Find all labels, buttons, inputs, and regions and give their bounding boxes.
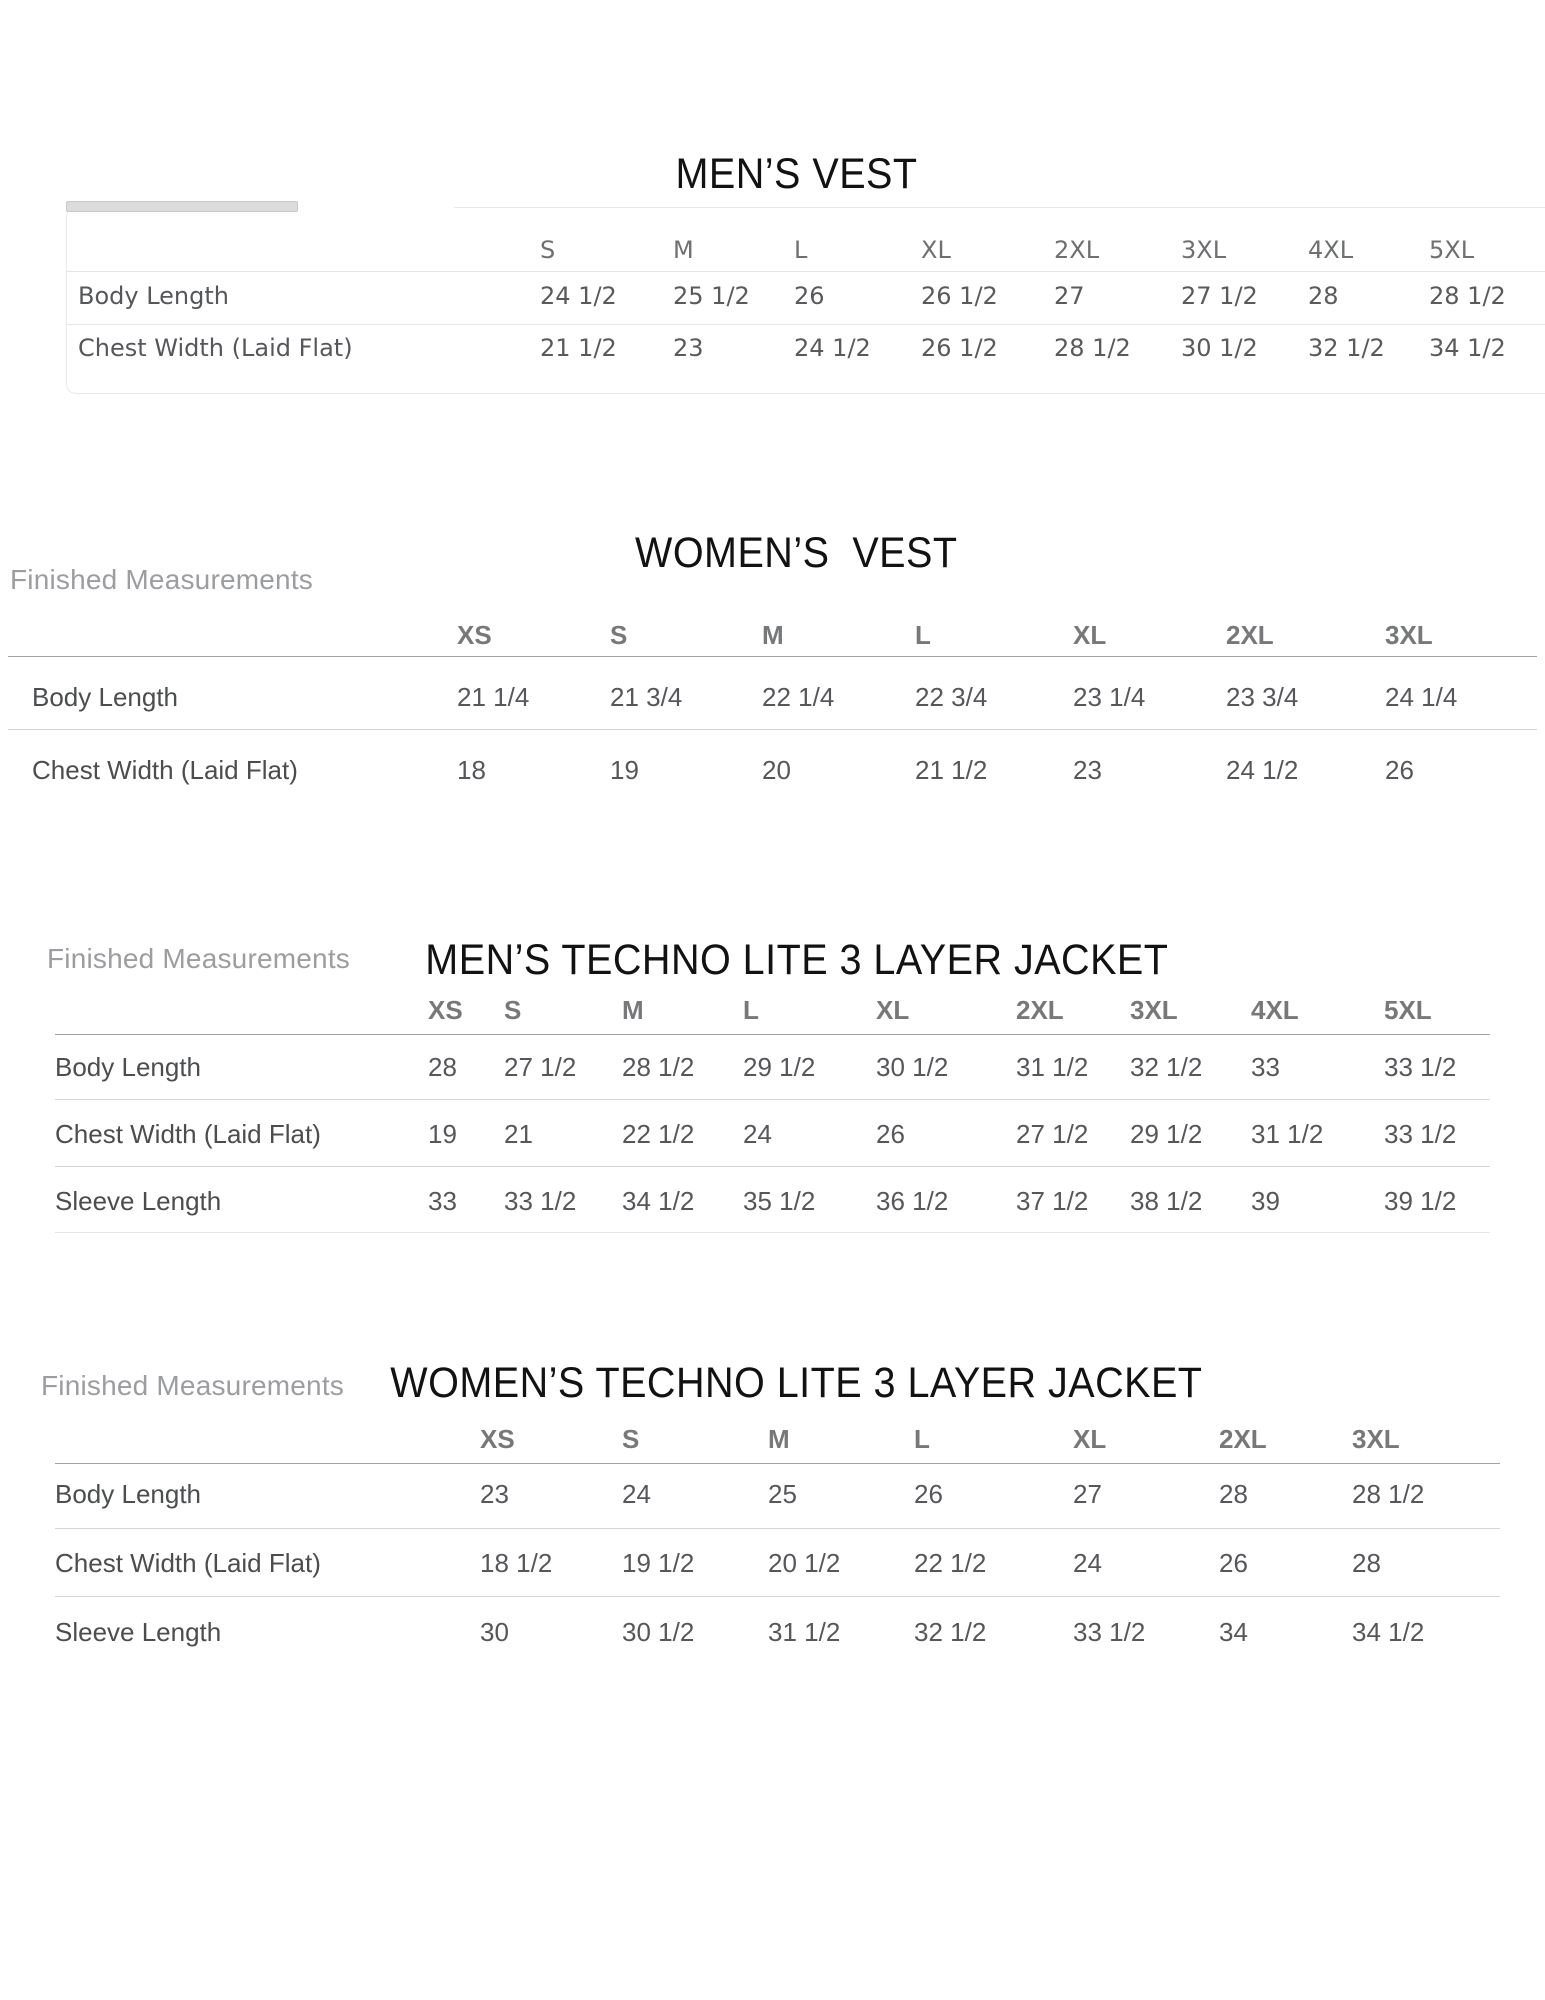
size-header: S <box>540 236 556 264</box>
measurement-value-cell: 20 <box>762 755 791 785</box>
measurement-value-cell: 24 1/2 <box>540 282 617 310</box>
measurement-value-cell: 26 <box>1385 755 1414 785</box>
measurement-value-cell: 26 <box>794 282 825 310</box>
measurement-value-cell: 22 1/2 <box>914 1548 987 1578</box>
measurement-value-cell: 25 1/2 <box>673 282 750 310</box>
measurement-value-cell: 19 1/2 <box>622 1548 695 1578</box>
measurement-row-label: Chest Width (Laid Flat) <box>78 334 353 362</box>
measurement-value-cell: 31 1/2 <box>1251 1119 1324 1149</box>
corner-cell <box>55 993 428 1027</box>
size-header: 3XL <box>1130 995 1178 1025</box>
size-header: L <box>794 236 808 264</box>
measurement-value-cell: 28 <box>1308 282 1339 310</box>
finished-measurements-label: Finished Measurements <box>47 943 350 974</box>
row-divider-line <box>55 1166 1490 1167</box>
measurement-row <box>55 1546 1500 1580</box>
mens-techno-title: MEN’S TECHNO LITE 3 LAYER JACKET <box>424 936 1168 984</box>
size-header: XS <box>457 620 492 650</box>
measurement-value-cell: 28 1/2 <box>1054 334 1131 362</box>
measurement-value-cell: 22 1/2 <box>622 1119 695 1149</box>
measurement-value-cell: 21 1/4 <box>457 682 530 712</box>
size-header: XL <box>1073 1424 1107 1454</box>
mens-vest-title: MEN’S VEST <box>675 150 918 198</box>
measurement-value-cell: 19 <box>610 755 639 785</box>
measurement-value-cell: 36 1/2 <box>876 1186 949 1216</box>
measurement-value-cell: 37 1/2 <box>1016 1186 1089 1216</box>
measurement-row <box>55 1477 1500 1511</box>
finished-measurements-label: Finished Measurements <box>10 564 313 595</box>
size-header: 3XL <box>1181 236 1227 264</box>
womens-techno-header-row <box>55 1422 1500 1456</box>
mens-vest-header-row <box>78 233 1545 267</box>
measurement-value-cell: 21 3/4 <box>610 682 683 712</box>
measurement-value-cell: 28 <box>1219 1479 1248 1509</box>
measurement-value-cell: 34 1/2 <box>622 1186 695 1216</box>
measurement-value-cell: 19 <box>428 1119 457 1149</box>
measurement-value-cell: 26 <box>1219 1548 1248 1578</box>
corner-cell <box>55 1422 480 1456</box>
measurement-value-cell: 32 1/2 <box>914 1617 987 1647</box>
measurement-row <box>78 279 1545 313</box>
measurement-value-cell: 23 <box>480 1479 509 1509</box>
size-header: S <box>610 620 628 650</box>
measurement-value-cell: 33 1/2 <box>1384 1052 1457 1082</box>
measurement-value-cell: 24 1/2 <box>794 334 871 362</box>
measurement-value-cell: 33 1/2 <box>1073 1617 1146 1647</box>
size-header: 4XL <box>1251 995 1299 1025</box>
size-header: XL <box>921 236 951 264</box>
measurement-row-label: Body Length <box>78 282 229 310</box>
size-header: L <box>914 1424 930 1454</box>
measurement-row-label: Sleeve Length <box>55 1186 222 1216</box>
header-underline <box>55 1463 1500 1464</box>
measurement-value-cell: 23 3/4 <box>1226 682 1299 712</box>
mens-vest-card-top-border <box>454 207 1545 208</box>
row-divider-line <box>55 1596 1500 1597</box>
measurement-value-cell: 24 <box>622 1479 651 1509</box>
measurement-value-cell: 24 <box>743 1119 772 1149</box>
measurement-value-cell: 27 <box>1054 282 1085 310</box>
size-header: M <box>762 620 784 650</box>
measurement-value-cell: 25 <box>768 1479 797 1509</box>
measurement-row-label: Body Length <box>55 1479 202 1509</box>
measurement-value-cell: 28 1/2 <box>622 1052 695 1082</box>
measurement-value-cell: 39 <box>1251 1186 1280 1216</box>
size-header: M <box>673 236 694 264</box>
measurement-value-cell: 26 <box>876 1119 905 1149</box>
measurement-row-label: Chest Width (Laid Flat) <box>55 1548 321 1578</box>
measurement-value-cell: 35 1/2 <box>743 1186 816 1216</box>
measurement-value-cell: 26 1/2 <box>921 334 998 362</box>
measurement-value-cell: 31 1/2 <box>768 1617 841 1647</box>
measurement-value-cell: 39 1/2 <box>1384 1186 1457 1216</box>
measurement-row <box>32 680 1535 714</box>
measurement-value-cell: 38 1/2 <box>1130 1186 1203 1216</box>
size-header: L <box>915 620 931 650</box>
size-header: 2XL <box>1226 620 1274 650</box>
measurement-row <box>78 331 1545 365</box>
measurement-value-cell: 27 1/2 <box>1016 1119 1089 1149</box>
measurement-value-cell: 18 1/2 <box>480 1548 553 1578</box>
measurement-value-cell: 26 1/2 <box>921 282 998 310</box>
measurement-value-cell: 22 3/4 <box>915 682 988 712</box>
measurement-value-cell: 32 1/2 <box>1308 334 1385 362</box>
womens-vest-header-row <box>32 618 1535 652</box>
measurement-value-cell: 20 1/2 <box>768 1548 841 1578</box>
corner-cell <box>78 233 540 267</box>
row-divider-line <box>55 1099 1490 1100</box>
row-divider-line <box>8 729 1537 730</box>
measurement-value-cell: 27 1/2 <box>1181 282 1258 310</box>
size-header: 5XL <box>1384 995 1432 1025</box>
measurement-value-cell: 23 <box>673 334 704 362</box>
measurement-value-cell: 22 1/4 <box>762 682 835 712</box>
measurement-row <box>55 1117 1490 1151</box>
measurement-value-cell: 34 1/2 <box>1429 334 1506 362</box>
measurement-value-cell: 28 <box>1352 1548 1381 1578</box>
size-header: XL <box>876 995 910 1025</box>
measurement-value-cell: 28 1/2 <box>1352 1479 1425 1509</box>
measurement-value-cell: 27 1/2 <box>504 1052 577 1082</box>
measurement-row <box>55 1184 1490 1218</box>
header-underline <box>55 1034 1490 1035</box>
size-header: 2XL <box>1016 995 1064 1025</box>
row-divider-line <box>55 1528 1500 1529</box>
measurement-row-label: Body Length <box>32 682 179 712</box>
row-divider-line <box>67 324 1545 325</box>
measurement-value-cell: 33 <box>428 1186 457 1216</box>
measurement-value-cell: 29 1/2 <box>1130 1119 1203 1149</box>
measurement-value-cell: 30 <box>480 1617 509 1647</box>
measurement-value-cell: 26 <box>914 1479 943 1509</box>
womens-vest-title: WOMEN’S VEST <box>635 529 958 577</box>
size-header: XL <box>1073 620 1107 650</box>
measurement-value-cell: 24 1/4 <box>1385 682 1458 712</box>
womens-techno-title: WOMEN’S TECHNO LITE 3 LAYER JACKET <box>390 1359 1203 1407</box>
row-divider-line <box>55 1232 1490 1233</box>
size-header: 5XL <box>1429 236 1475 264</box>
corner-cell <box>32 618 457 652</box>
measurement-value-cell: 21 1/2 <box>540 334 617 362</box>
finished-measurements-label: Finished Measurements <box>41 1370 344 1401</box>
measurement-value-cell: 30 1/2 <box>876 1052 949 1082</box>
size-header: 4XL <box>1308 236 1354 264</box>
measurement-value-cell: 34 <box>1219 1617 1248 1647</box>
measurement-value-cell: 21 1/2 <box>915 755 988 785</box>
measurement-value-cell: 23 <box>1073 755 1102 785</box>
measurement-value-cell: 33 1/2 <box>1384 1119 1457 1149</box>
size-header: XS <box>480 1424 515 1454</box>
measurement-value-cell: 30 1/2 <box>1181 334 1258 362</box>
size-header: S <box>504 995 522 1025</box>
measurement-value-cell: 29 1/2 <box>743 1052 816 1082</box>
measurement-value-cell: 33 <box>1251 1052 1280 1082</box>
size-header: M <box>768 1424 790 1454</box>
size-header: M <box>622 995 644 1025</box>
measurement-value-cell: 24 <box>1073 1548 1102 1578</box>
horizontal-scrollbar-thumb[interactable] <box>66 201 298 212</box>
measurement-value-cell: 30 1/2 <box>622 1617 695 1647</box>
row-divider-line <box>67 271 1545 272</box>
measurement-value-cell: 33 1/2 <box>504 1186 577 1216</box>
size-header: 3XL <box>1352 1424 1400 1454</box>
measurement-row <box>55 1050 1490 1084</box>
measurement-value-cell: 23 1/4 <box>1073 682 1146 712</box>
measurement-row-label: Sleeve Length <box>55 1617 222 1647</box>
size-header: 2XL <box>1219 1424 1267 1454</box>
size-header: L <box>743 995 759 1025</box>
measurement-value-cell: 28 1/2 <box>1429 282 1506 310</box>
measurement-row-label: Chest Width (Laid Flat) <box>32 755 298 785</box>
size-header: 2XL <box>1054 236 1100 264</box>
size-header: S <box>622 1424 640 1454</box>
measurement-row-label: Body Length <box>55 1052 202 1082</box>
size-header: XS <box>428 995 463 1025</box>
measurement-value-cell: 31 1/2 <box>1016 1052 1089 1082</box>
size-header: 3XL <box>1385 620 1433 650</box>
mens-techno-header-row <box>55 993 1490 1027</box>
measurement-row <box>55 1615 1500 1649</box>
measurement-value-cell: 28 <box>428 1052 457 1082</box>
measurement-value-cell: 24 1/2 <box>1226 755 1299 785</box>
measurement-value-cell: 32 1/2 <box>1130 1052 1203 1082</box>
header-underline <box>8 656 1537 657</box>
measurement-value-cell: 18 <box>457 755 486 785</box>
measurement-value-cell: 21 <box>504 1119 533 1149</box>
measurement-value-cell: 34 1/2 <box>1352 1617 1425 1647</box>
measurement-row-label: Chest Width (Laid Flat) <box>55 1119 321 1149</box>
measurement-row <box>32 753 1535 787</box>
measurement-value-cell: 27 <box>1073 1479 1102 1509</box>
